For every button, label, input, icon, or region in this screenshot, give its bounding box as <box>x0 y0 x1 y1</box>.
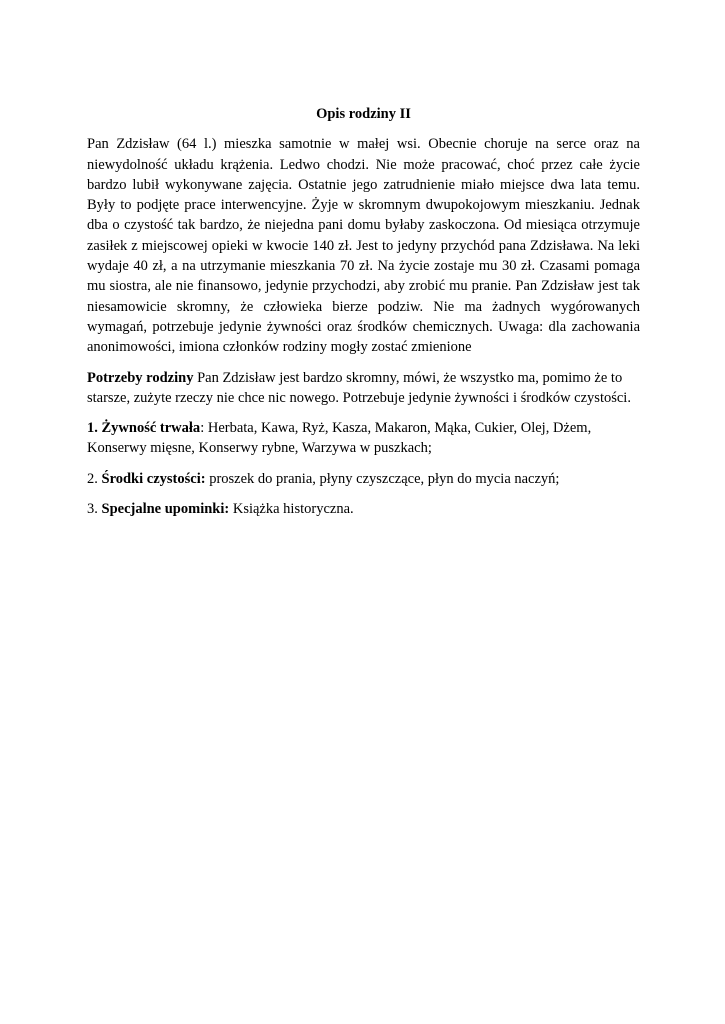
item-text: Książka historyczna. <box>229 501 354 518</box>
document-title: Opis rodziny II <box>316 106 411 122</box>
item-label: Specjalne upominki: <box>101 501 230 518</box>
item-number: 3. <box>87 501 102 518</box>
family-needs <box>87 368 640 409</box>
document-page <box>87 104 640 529</box>
item-label: Żywność trwała <box>101 420 201 437</box>
item-text: proszek do prania, płyny czyszczące, płyn do mycia naczyń; <box>205 470 560 487</box>
list-item-gifts <box>87 499 640 519</box>
item-label: Środki czystości: <box>101 470 206 487</box>
list-item-food <box>87 418 640 459</box>
item-number: 1. <box>87 420 102 437</box>
needs-heading: Potrzeby rodziny <box>87 369 194 386</box>
item-text: Herbata, Kawa, Ryż, Kasza, Makaron, Mąka, Cukier, Olej, Dżem, Konserwy mięsne, Konserwy rybne, Warzywa w puszkach; <box>87 420 592 457</box>
list-item-cleaning <box>87 469 640 489</box>
item-separator: : <box>200 420 205 437</box>
item-number: 2. <box>87 470 102 487</box>
family-description: Pan Zdzisław (64 l.) mieszka samotnie w małej wsi. Obecnie choruje na serce oraz na niewydolność układu krążenia. Ledwo chodzi. Nie może pracować, choć przez całe życie bardzo lubił wykonywane zajęcia. Ostatnie jego zatrudnienie miało miejsce dwa lata temu. Były to podjęte prace interwencyjne. Żyje w skromnym dwupokojowym mieszkaniu. Jednak dba o czystość tak bardzo, że niejedna pani domu byłaby zaskoczona. Od miesiąca otrzymuje zasiłek z miejscowej opieki w kwocie 140 zł. Jest to jedyny przychód pana Zdzisława. Na leki wydaje 40 zł, a na utrzymanie mieszkania 70 zł. Na życie zostaje mu 30 zł. Czasami pomaga mu siostra, ale nie finansowo, jedynie przychodzi, aby zrobić mu pranie. Pan Zdzisław jest tak niesamowicie skromny, że człowieka bierze podziw. Nie ma żadnych wygórowanych wymagań, potrzebuje jedynie żywności oraz środków chemicznych. Uwaga: dla zachowania anonimowości, imiona członków rodziny mogły zostać zmienione <box>87 136 640 356</box>
needs-text: Pan Zdzisław jest bardzo skromny, mówi, że wszystko ma, pomimo że to starsze, zużyte rzeczy nie chce nic nowego. Potrzebuje jedynie żywności i środków czystości. <box>87 369 631 406</box>
